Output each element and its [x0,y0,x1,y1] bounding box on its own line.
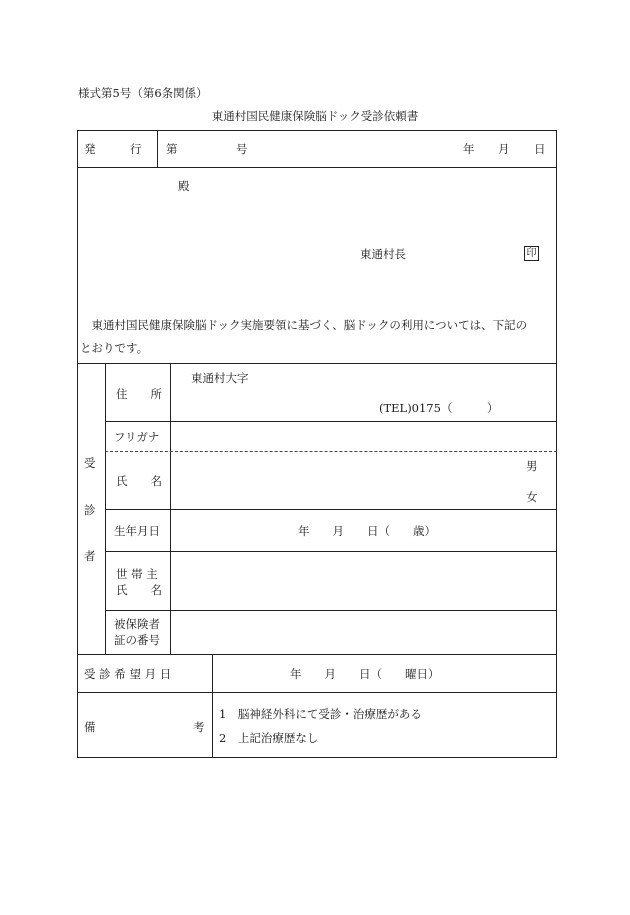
gender-female: 女 [526,490,538,504]
examinee-side-1: 受 [84,456,96,470]
remarks-option-1: 1 脳神経外科にて受診・治療歴がある [219,707,422,721]
remarks-option-2: 2 上記治療歴なし [219,731,319,745]
sender: 東通村長 [360,247,406,261]
desired-date-label: 受 診 希 望 月 日 [84,667,172,681]
householder-label-1: 世 帯 主 [116,567,158,581]
seal-mark: 印 [524,246,539,261]
desired-date-value: 年 月 日（ 曜日） [290,667,440,681]
birth-value: 年 月 日（ 歳） [298,524,436,538]
lower-divider [212,654,213,758]
frame-left [77,130,78,758]
address-value: 東通村大字 [191,371,249,385]
issue-number-suffix: 号 [236,142,248,156]
document-title: 東通村国民健康保険脳ドック受診依頼書 [211,109,419,123]
name-bottom [105,509,557,510]
insured-label-1: 被保険者 [114,617,160,631]
desired-date-bottom [77,692,557,693]
issue-number-prefix: 第 [166,142,178,156]
body-line-1: 東通村国民健康保険脳ドック実施要領に基づく、脳ドックの利用については、下記の [80,318,528,332]
issue-label-text: 発 行 [84,142,142,156]
address-bottom [105,421,557,422]
furigana-label: フリガナ [114,430,160,444]
tel-field: (TEL)0175（ ） [379,401,499,415]
furigana-divider [105,451,557,452]
remarks-label-right: 考 [193,720,205,734]
birth-bottom [105,551,557,552]
frame-right [556,130,557,758]
gender-male: 男 [526,459,538,473]
examinee-side-3: 者 [84,549,96,563]
address-label: 住 所 [116,387,162,401]
remarks-label-left: 備 [84,720,96,734]
examinee-bottom [77,654,557,655]
addressee-bottom [77,363,557,364]
householder-bottom [105,610,557,611]
name-label: 氏 名 [116,474,162,488]
form-id: 様式第5号（第6条関係） [78,86,208,100]
issue-month: 月 [498,142,510,156]
issue-row-bottom [77,167,557,168]
householder-label-2: 氏 名 [116,583,162,597]
insured-label-2: 証の番号 [114,633,160,647]
body-line-2: とおりです。 [80,341,149,355]
issue-day: 日 [534,142,546,156]
frame-top [77,130,557,131]
birth-label: 生年月日 [114,524,160,538]
frame-bottom [77,757,557,758]
honorific: 殿 [178,179,190,193]
issue-divider [157,130,158,168]
issue-year: 年 [463,142,475,156]
examinee-side-2: 診 [84,503,96,517]
